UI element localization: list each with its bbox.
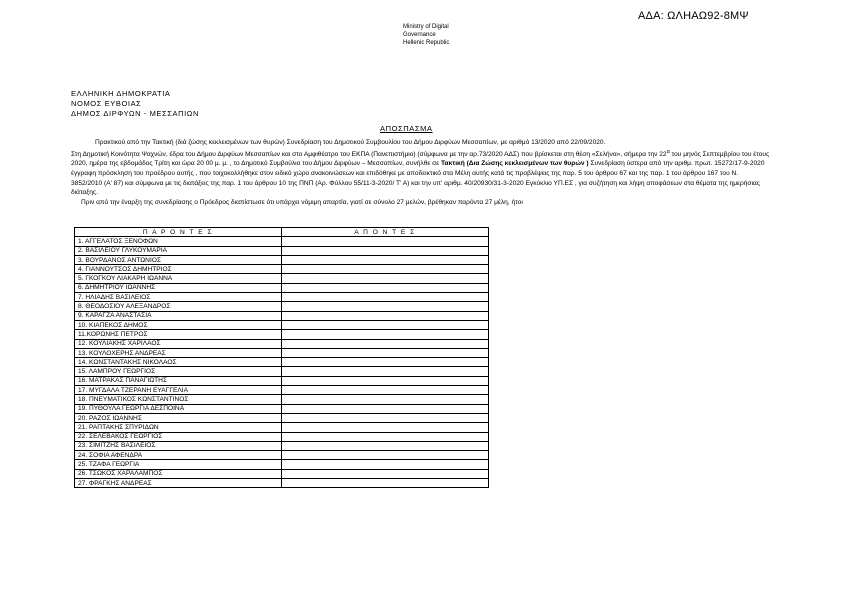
issuer-line: ΝΟΜΟΣ ΕΥΒΟΙΑΣ <box>71 99 142 108</box>
ministry-line: Hellenic Republic <box>403 40 450 46</box>
absent-member <box>282 330 489 339</box>
present-member: 8. ΘΕΟΔΟΣΙΟΥ ΑΛΕΞΑΝΔΡΟΣ <box>75 302 282 311</box>
absent-member <box>282 237 489 246</box>
issuer-line: ΕΛΛΗΝΙΚΗ ΔΗΜΟΚΡΑΤΙΑ <box>71 89 171 98</box>
present-member: 7. ΗΛΙΑΔΗΣ ΒΑΣΙΛΕΙΟΣ <box>75 293 282 302</box>
ordinal-superscript: α <box>666 148 670 155</box>
table-row <box>75 469 489 478</box>
absent-member <box>282 479 489 488</box>
absent-member <box>282 376 489 385</box>
present-member: 17. ΜΥΓΔΑΛΑ ΤΖΕΡΑΝΗ ΕΥΑΓΓΕΛΙΑ <box>75 386 282 395</box>
absent-member <box>282 339 489 348</box>
ministry-line: Governance <box>403 32 436 38</box>
paragraph-quorum: Πριν από την έναρξη της συνεδρίασης ο Πρόεδρος διαπίστωσε ότι υπάρχει νόμιμη απαρτία, γιατί σε σύνολο 27 μελών, βρέθηκαν παρόντα 27 μέλη, ήτοι <box>81 198 523 206</box>
present-member: 10. ΚΙΑΠΕΚΟΣ ΔΗΜΟΣ <box>75 320 282 329</box>
attendance-table <box>74 227 489 488</box>
present-member: 1. ΑΓΓΕΛΑΤΟΣ ΞΕΝΟΦΩΝ <box>75 237 282 246</box>
table-row <box>75 320 489 329</box>
absent-member <box>282 423 489 432</box>
absent-member <box>282 413 489 422</box>
attendance-header-row <box>75 228 489 237</box>
table-row <box>75 255 489 264</box>
present-member: 11.ΚΟΡΩΝΗΣ ΠΕΤΡΟΣ <box>75 330 282 339</box>
present-member: 4. ΓΙΑΝΝΟΥΤΣΟΣ ΔΗΜΗΤΡΙΟΣ <box>75 265 282 274</box>
table-row <box>75 451 489 460</box>
absent-member <box>282 246 489 255</box>
table-row <box>75 479 489 488</box>
absent-member <box>282 348 489 357</box>
present-member: 26. ΤΣΩΚΟΣ ΧΑΡΑΛΑΜΠΟΣ <box>75 469 282 478</box>
absent-header: Α Π Ο Ν Τ Ε Σ <box>282 228 489 237</box>
table-row <box>75 358 489 367</box>
absent-member <box>282 320 489 329</box>
absent-member <box>282 469 489 478</box>
attendance-body <box>75 237 489 488</box>
absent-member <box>282 311 489 320</box>
present-member: 27. ΦΡΑΓΚΗΣ ΑΝΔΡΕΑΣ <box>75 479 282 488</box>
absent-member <box>282 432 489 441</box>
table-row <box>75 460 489 469</box>
table-row <box>75 330 489 339</box>
table-row <box>75 413 489 422</box>
absent-member <box>282 404 489 413</box>
present-member: 23. ΣΙΜΙΤΖΗΣ ΒΑΣΙΛΕΙΟΣ <box>75 441 282 450</box>
paragraph-session-part: Στη Δημοτική Κοινότητα Ψαχνών, έδρα του Δήμου Διρφύων Μεσσαπίων και στο Αμφιθέατρο του ΕΚΠΑ (Πανεπιστήμιο) (σύμφωνα με την αρ.73/2020 ΑΔΣ) που βρίσκεται στη θέση «Σελήνα», σήμερα την 22 <box>71 150 667 158</box>
table-row <box>75 274 489 283</box>
absent-member <box>282 274 489 283</box>
absent-member <box>282 302 489 311</box>
present-member: 21. ΡΑΠΤΑΚΗΣ ΣΠΥΡΙΔΩΝ <box>75 423 282 432</box>
absent-member <box>282 395 489 404</box>
document-title: ΑΠΟΣΠΑΣΜΑ <box>380 124 433 133</box>
paragraph-session-part: Συνεδρίαση ύστερα από την αριθμ. πρωτ. 15272/17-9-2020 έγγραφη πρόσκληση του προέδρου αυτής , που τοιχοκολλήθηκε στον ειδικό χώρο ανακοινώσεων και επιδόθηκε με αποδεικτικό στα Μέλη αυτής κατά τις προβλέψεις της παρ. 5 του άρθρου 67 και της παρ. 1 του άρθρου 167 του Ν. 3852/2010 (Α' 87) και σύμφωνα με τις διατάξεις της παρ. 1 του άρθρου 10 της ΠΝΠ (Αρ. Φύλλου 55/11-3-2020/ Τ' Α) και την υπ' αριθμ. 40/20930/31-3-2020 Εγκύκλιο ΥΠ.ΕΣ , για συζήτηση και λήψη αποφάσεων στα θέματα της ημερήσιας διάταξης. <box>71 160 765 197</box>
table-row <box>75 376 489 385</box>
table-row <box>75 404 489 413</box>
present-member: 18. ΠΝΕΥΜΑΤΙΚΟΣ ΚΩΝΣΤΑΝΤΙΝΟΣ <box>75 395 282 404</box>
present-member: 15. ΛΑΜΠΡΟΥ ΓΕΩΡΓΙΟΣ <box>75 367 282 376</box>
table-row <box>75 423 489 432</box>
ada-code: ΑΔΑ: ΩΛΗΑΩ92-8ΜΨ <box>638 10 749 22</box>
session-type-bold: Τακτική (Δια Ζώσης κεκλεισμένων των θυρών ) <box>441 160 589 168</box>
paragraph-session-part: του μηνός Σεπτεμβρίου του έτους 2020, ημέρα της εβδομάδος Τρίτη και ώρα 20 00 μ. μ. , το Δημοτικό Συμβούλιο του Δήμου Διρφύων – Μεσσαπίων, συνήλθε σε <box>71 150 770 168</box>
present-member: 20. ΡΑΖΟΣ ΙΩΑΝΝΗΣ <box>75 413 282 422</box>
table-row <box>75 237 489 246</box>
present-header: Π Α Ρ Ο Ν Τ Ε Σ <box>75 228 282 237</box>
present-member: 2. ΒΑΣΙΛΕΙΟΥ ΓΛΥΚΟΥΜΑΡΙΑ <box>75 246 282 255</box>
issuer-line: ΔΗΜΟΣ ΔΙΡΦΥΩΝ - ΜΕΣΣΑΠΙΩΝ <box>71 109 200 118</box>
table-row <box>75 283 489 292</box>
table-row <box>75 348 489 357</box>
present-member: 12. ΚΟΥΛΙΑΚΗΣ ΧΑΡΙΛΑΟΣ <box>75 339 282 348</box>
ministry-line: Ministry of Digital <box>403 24 449 30</box>
present-member: 14. ΚΩΝΣΤΑΝΤΑΚΗΣ ΝΙΚΟΛΑΟΣ <box>75 358 282 367</box>
issuer-block <box>71 89 199 119</box>
absent-member <box>282 460 489 469</box>
absent-member <box>282 293 489 302</box>
absent-member <box>282 441 489 450</box>
ministry-label <box>403 23 449 47</box>
absent-member <box>282 367 489 376</box>
absent-member <box>282 265 489 274</box>
absent-member <box>282 358 489 367</box>
table-row <box>75 339 489 348</box>
present-member: 16. ΜΑΤΡΑΚΑΣ ΠΑΝΑΓΙΩΤΗΣ <box>75 376 282 385</box>
present-member: 19. ΠΥΘΟΥΛΑ ΓΕΩΡΓΙΑ ΔΕΣΠΟΙΝΑ <box>75 404 282 413</box>
absent-member <box>282 451 489 460</box>
present-member: 25. ΤΖΑΦΑ ΓΕΩΡΓΙΑ <box>75 460 282 469</box>
table-row <box>75 293 489 302</box>
absent-member <box>282 255 489 264</box>
present-member: 24. ΣΟΦΙΑ ΑΦΕΝΔΡΑ <box>75 451 282 460</box>
table-row <box>75 302 489 311</box>
document-body <box>71 138 771 207</box>
present-member: 5. ΓΚΟΓΚΟΥ ΛΙΑΚΑΡΗ ΙΩΑΝΝΑ <box>75 274 282 283</box>
table-row <box>75 395 489 404</box>
table-row <box>75 367 489 376</box>
absent-member <box>282 283 489 292</box>
present-member: 6. ΔΗΜΗΤΡΙΟΥ ΙΩΑΝΝΗΣ <box>75 283 282 292</box>
table-row <box>75 432 489 441</box>
table-row <box>75 441 489 450</box>
present-member: 3. ΒΟΥΡΔΑΝΟΣ ΑΝΤΩΝΙΟΣ <box>75 255 282 264</box>
table-row <box>75 386 489 395</box>
table-row <box>75 246 489 255</box>
present-member: 13. ΚΟΥΛΟΧΕΡΗΣ ΑΝΔΡΕΑΣ <box>75 348 282 357</box>
table-row <box>75 265 489 274</box>
present-member: 22. ΣΕΛΕΒΑΚΟΣ ΓΕΩΡΓΙΟΣ <box>75 432 282 441</box>
table-row <box>75 311 489 320</box>
absent-member <box>282 386 489 395</box>
paragraph-intro: Πρακτικού από την Τακτική (διά ζώσης κεκλεισμένων των θυρών) Συνεδρίαση του Δημοτικού Συμβουλίου του Δήμου Διρφύων Μεσσαπίων, με αριθμό 13/2020 από 22/09/2020. <box>95 139 606 146</box>
present-member: 9. ΚΑΡΑΓΖΑ ΑΝΑΣΤΑΣΙΑ <box>75 311 282 320</box>
paragraph-session <box>71 148 771 198</box>
